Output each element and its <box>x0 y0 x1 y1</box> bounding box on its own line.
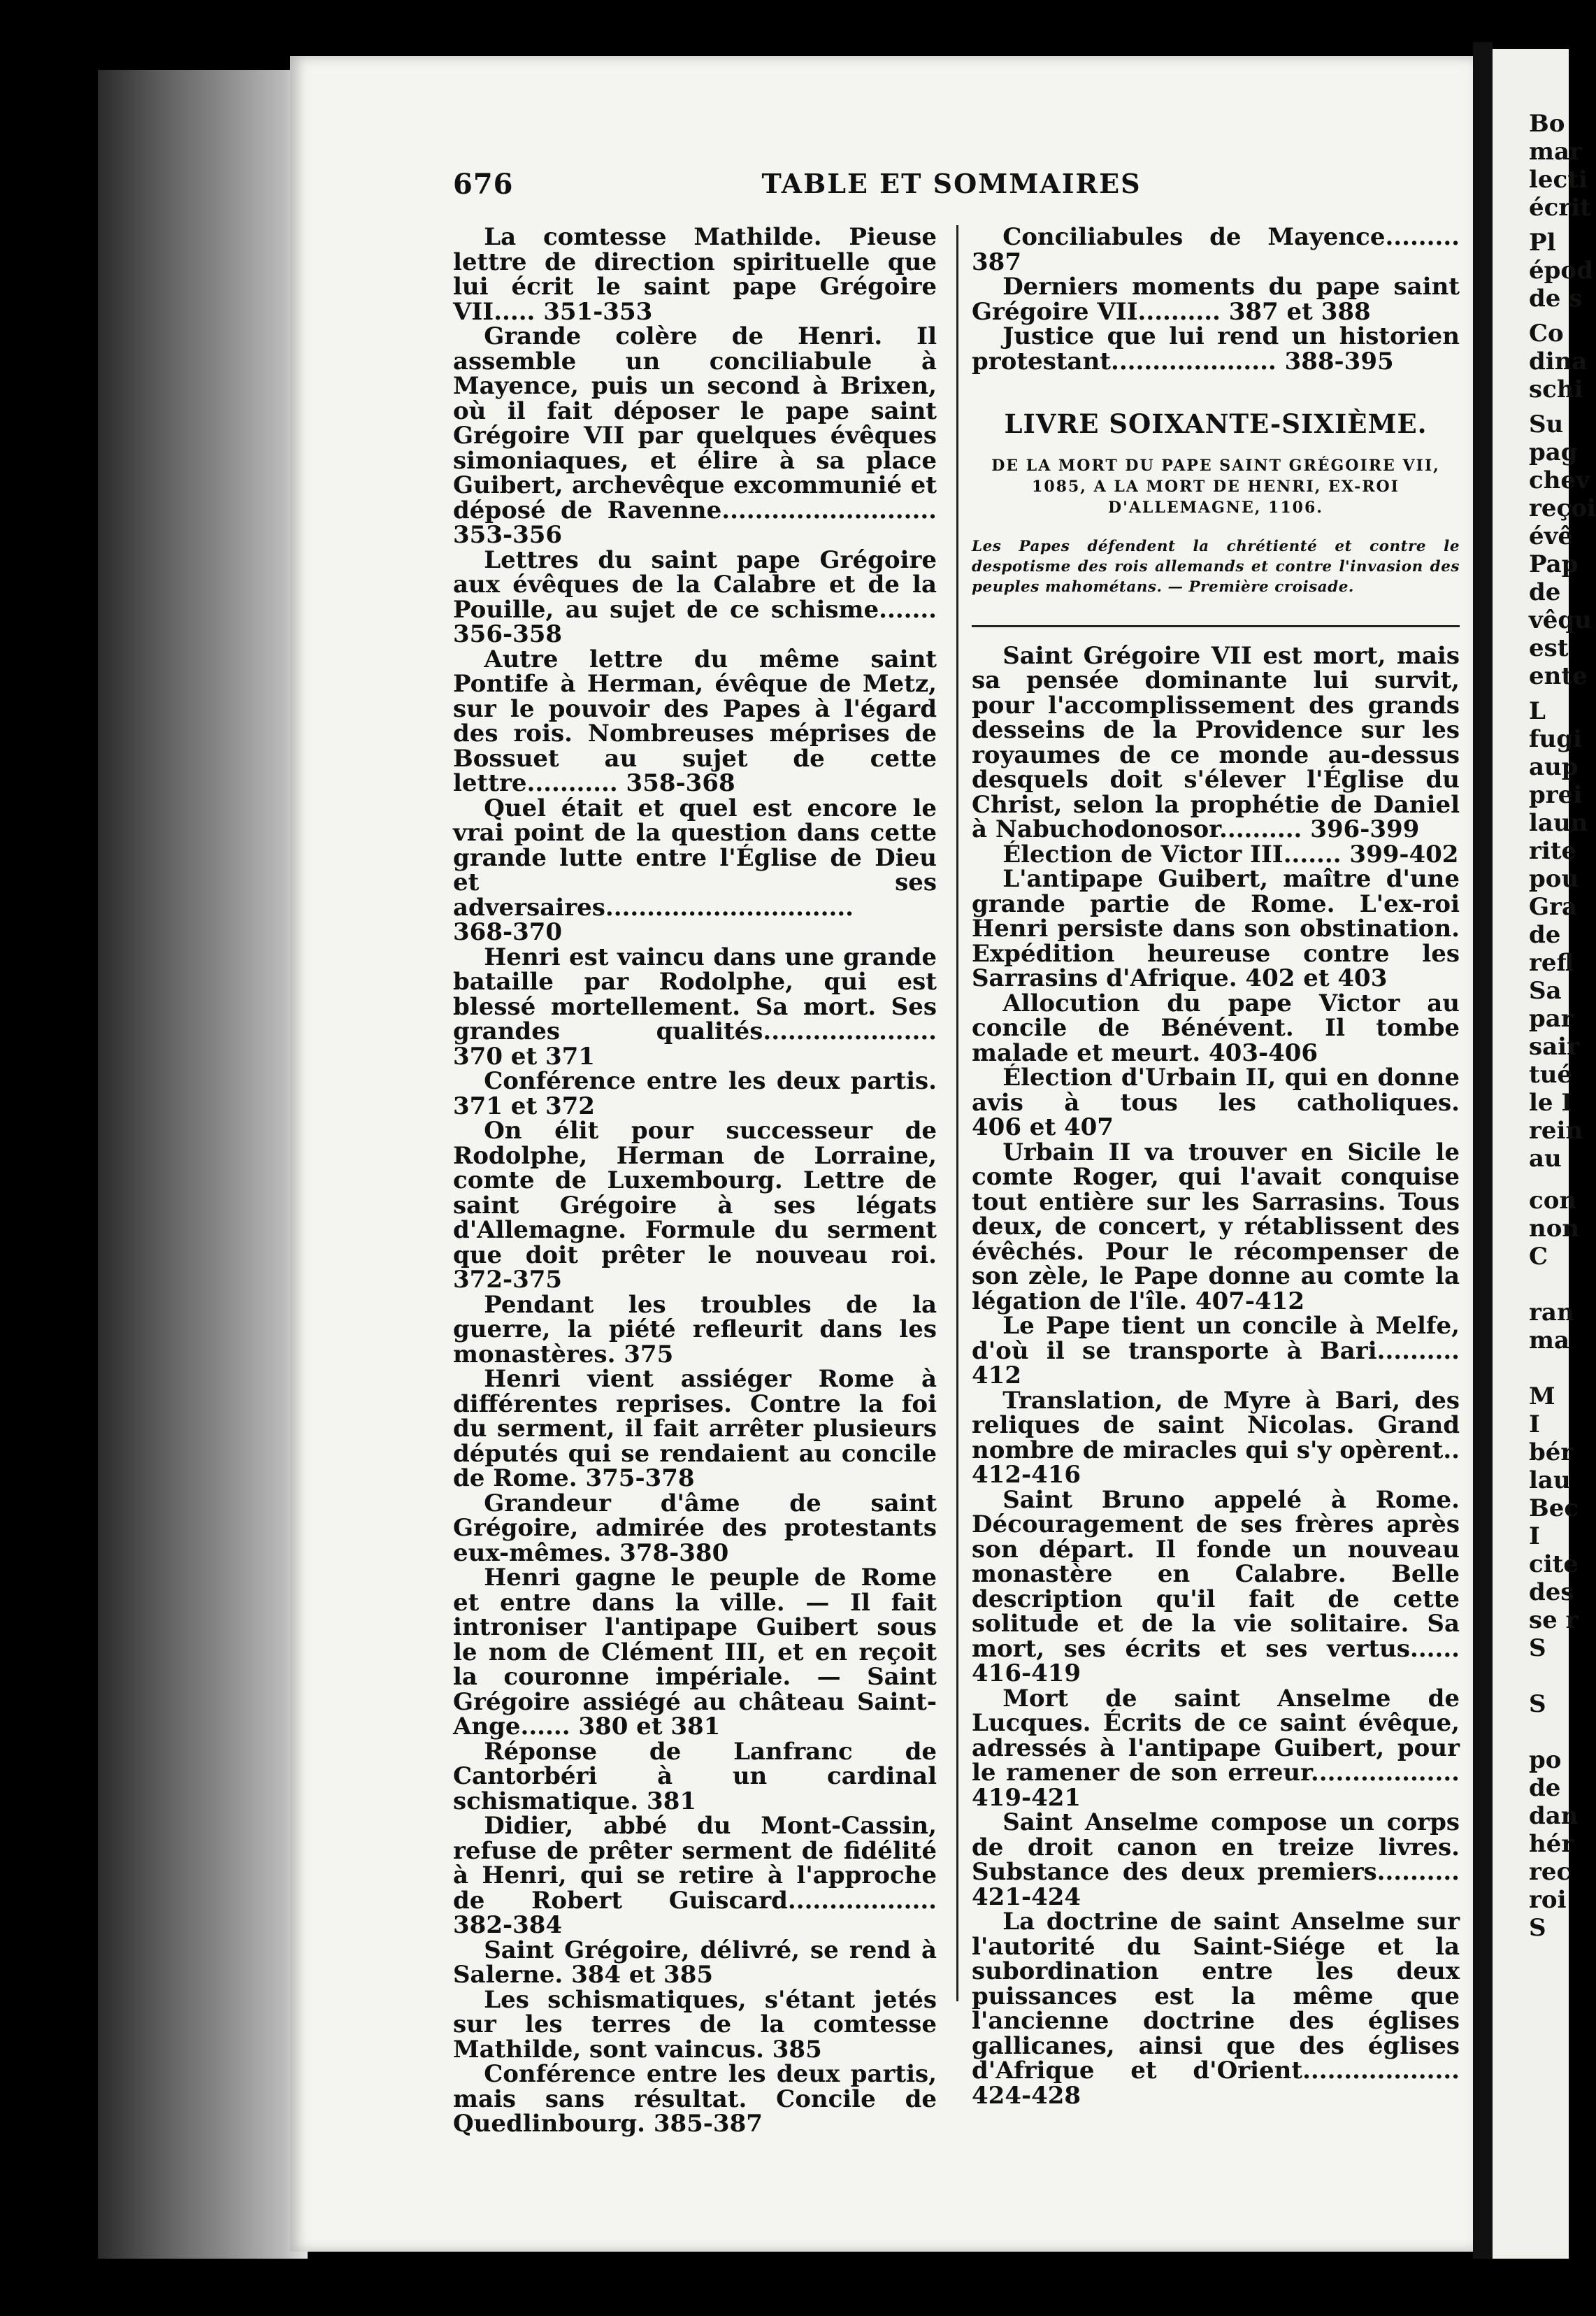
toc-entry-text: Conférence entre les deux partis, mais sans résultat. Concile de Quedlinbourg. <box>453 2060 937 2138</box>
toc-entry-text: Didier, abbé du Mont-Cassin, refuse de prêter serment de fidélité à Henri, qui se retire à l'approche de Robert Guiscard.................. <box>453 1812 937 1915</box>
toc-page-ref: 412-416 <box>972 1461 1081 1489</box>
toc-entry-text: Henri gagne le peuple de Rome et entre dans la ville. — Il fait introniser l'antipape Guibert sous le nom de Clément III, et en reçoit la couronne impériale. — Saint Grégoire assiégé au château Saint-Ange...... <box>453 1564 937 1740</box>
facing-page-text-fragment: dina <box>1529 348 1588 376</box>
facing-page-text-fragment: M <box>1529 1382 1555 1410</box>
facing-page-text-fragment: ran <box>1529 1299 1574 1327</box>
scan-border-left <box>0 0 98 2316</box>
column-divider <box>956 225 958 2001</box>
toc-entry-text: Élection d'Urbain II, qui en donne avis à tous les catholiques. <box>972 1064 1460 1117</box>
facing-page-text-fragment: I <box>1529 1410 1540 1438</box>
toc-page-ref: 385 <box>772 2035 822 2064</box>
toc-page-ref: 406 et 407 <box>972 1113 1114 1141</box>
toc-entry <box>453 945 937 1070</box>
facing-page-text-fragment: prei <box>1529 781 1583 809</box>
toc-entry <box>972 867 1460 992</box>
toc-page-ref: 396-399 <box>1310 815 1420 843</box>
toc-entry <box>453 1069 937 1119</box>
toc-page-ref: 421-424 <box>972 1882 1081 1911</box>
facing-page-text-fragment: refl <box>1529 949 1574 977</box>
toc-entry <box>972 1066 1460 1141</box>
facing-page-text-fragment: L <box>1529 697 1546 725</box>
facing-page-text-fragment: po <box>1529 1746 1562 1774</box>
toc-entry <box>972 1910 1460 2108</box>
facing-page-text-fragment: roi <box>1529 1886 1567 1914</box>
facing-page-text-fragment: rein <box>1529 1117 1583 1145</box>
toc-page-ref: 370 et 371 <box>453 1042 595 1071</box>
toc-entry <box>453 796 937 945</box>
facing-page-text-fragment: non <box>1529 1215 1580 1243</box>
facing-page-text-fragment: lau <box>1529 1466 1571 1494</box>
facing-page-text-fragment: le I <box>1529 1089 1573 1117</box>
toc-entry-text: Urbain II va trouver en Sicile le comte Roger, qui l'avait conquise tout entière sur les Sarrasins. Tous deux, de concert, y rétablissent des évêchés. Pour le récompenser de son zèle, le Pape donne au comte la légation de l'île. <box>972 1138 1460 1315</box>
toc-entry <box>453 1119 937 1293</box>
running-head <box>453 168 1450 203</box>
book-subtitle: DE LA MORT DU PAPE SAINT GRÉGOIRE VII, 1085, A LA MORT DE HENRI, EX-ROI D'ALLEMAGNE, 1106. <box>991 456 1440 517</box>
toc-page-ref: 387 et 388 <box>1228 297 1371 326</box>
facing-page-text-fragment: évê <box>1529 522 1574 550</box>
toc-page-ref: 353-356 <box>453 521 563 549</box>
toc-entry <box>972 641 1460 843</box>
right-column-entries <box>972 641 1460 2110</box>
toc-entry <box>453 324 937 548</box>
facing-page-text-fragment: Bo <box>1529 110 1565 138</box>
facing-page-text-fragment: de <box>1529 1774 1561 1802</box>
facing-page-text-fragment: aup <box>1529 753 1579 781</box>
toc-entry-text: Grande colère de Henri. Il assemble un conciliabule à Mayence, puis un second à Brixen, où il fait déposer le pape saint Grégoire VII par quelques évêques simoniaques, et élire à sa place Guibert, archevêque excommunié et déposé de Ravenne.......................... <box>453 322 937 524</box>
toc-entry-text: Pendant les troubles de la guerre, la piété refleurit dans les monastères. <box>453 1290 937 1368</box>
toc-page-ref: 399-402 <box>1349 840 1459 868</box>
toc-entry-text: Saint Grégoire, délivré, se rend à Salerne. <box>453 1936 937 1989</box>
toc-entry-text: Justice que lui rend un historien protestant.................... <box>972 322 1460 376</box>
facing-page-text-fragment: Sa <box>1529 977 1562 1005</box>
toc-page-ref: 407-412 <box>1195 1287 1304 1315</box>
scan-border-bottom <box>0 2259 1569 2316</box>
toc-page-ref: 388-395 <box>1284 347 1394 376</box>
toc-entry-text: Grandeur d'âme de saint Grégoire, admirée des protestants eux-mêmes. <box>453 1489 937 1567</box>
toc-page-ref: 384 et 385 <box>571 1961 714 1989</box>
toc-page-ref: 372-375 <box>453 1266 563 1294</box>
facing-page-text-fragment: hér <box>1529 1830 1574 1858</box>
toc-entry <box>972 1386 1460 1489</box>
facing-page-edge <box>1493 49 1596 2266</box>
facing-page-text-fragment: Co <box>1529 320 1564 348</box>
book-heading: LIVRE SOIXANTE-SIXIÈME. <box>1004 408 1428 439</box>
book-fore-edge <box>98 70 308 2259</box>
facing-page-text-fragment: reçoi <box>1529 494 1596 522</box>
toc-page-ref: 387 <box>972 248 1021 276</box>
toc-entry-text: Henri vient assiéger Rome à différentes reprises. Contre la foi du serment, il fait arrêter plusieurs députés qui se rendaient au concile de Rome. <box>453 1365 937 1492</box>
toc-page-ref: 380 et 381 <box>578 1713 721 1740</box>
facing-page-text-fragment: Su <box>1529 410 1564 438</box>
toc-page-ref: 375 <box>624 1340 674 1368</box>
toc-entry-text: Réponse de Lanfranc de Cantorbéri à un cardinal schismatique. <box>453 1737 937 1815</box>
toc-entry <box>453 645 937 797</box>
facing-page-text-fragment: S <box>1529 1634 1546 1662</box>
facing-page-text-fragment: Gra <box>1529 893 1577 921</box>
facing-page-text-fragment: S <box>1529 1690 1546 1718</box>
toc-entry <box>453 1985 937 2064</box>
toc-entry-text: Élection de Victor III....... <box>1002 840 1350 868</box>
toc-entry <box>972 1810 1460 1910</box>
facing-page-text-fragment: I <box>1529 1522 1540 1550</box>
toc-page-ref: 378-380 <box>619 1538 729 1567</box>
facing-page-text-fragment: tué <box>1529 1061 1573 1089</box>
horizontal-rule <box>972 625 1460 627</box>
facing-page-text-fragment: Pap <box>1529 550 1579 578</box>
toc-entry-text: Conciliabules de Mayence......... <box>1002 223 1460 251</box>
toc-entry-text: Autre lettre du même saint Pontife à Herman, évêque de Metz, sur le pouvoir des Papes à l'égard des rois. Nombreuses méprises de Bossuet au sujet de cette lettre........... <box>453 645 937 797</box>
facing-page-text-fragment: mar <box>1529 138 1582 166</box>
toc-entry <box>972 1314 1460 1389</box>
facing-page-text-fragment: pag <box>1529 438 1578 466</box>
toc-entry-text: Saint Bruno appelé à Rome. Découragement de ses frères après son départ. Il fonde un nouveau monastère en Calabre. Belle description qu'il fait de cette solitude et de la vie solitaire. Sa mort, ses écrits et ses vertus...... <box>972 1485 1460 1663</box>
facing-page-text-fragment: laun <box>1529 809 1588 837</box>
toc-entry <box>453 1489 937 1567</box>
facing-page-text-fragment: de <box>1529 578 1561 606</box>
facing-page-text-fragment: au <box>1529 1145 1562 1173</box>
facing-page-text-fragment: ente <box>1529 662 1588 690</box>
toc-entry <box>453 1938 937 1988</box>
toc-entry-text: Derniers moments du pape saint Grégoire VII.......... <box>972 273 1460 326</box>
toc-entry-text: Le Pape tient un concile à Melfe, d'où il se transporte à Bari.......... <box>972 1312 1460 1365</box>
toc-page-ref: 371 et 372 <box>453 1092 595 1120</box>
facing-page-text-fragment: se r <box>1529 1606 1579 1634</box>
toc-entry <box>972 324 1460 374</box>
toc-page-ref: 424-428 <box>972 2081 1081 2110</box>
toc-entry <box>972 1684 1460 1812</box>
toc-entry <box>972 275 1460 324</box>
toc-entry-text: Allocution du pape Victor au concile de Bénévent. Il tombe malade et meurt. <box>972 989 1460 1067</box>
facing-page-text-fragment: écrit <box>1529 194 1591 222</box>
toc-page-ref: 419-421 <box>972 1783 1081 1812</box>
toc-page-ref: 385-387 <box>653 2110 763 2138</box>
toc-entry-text: Mort de saint Anselme de Lucques. Écrits de ce saint évêque, adressés à l'antipape Guibert, pour le ramener de son erreur.................. <box>972 1684 1460 1787</box>
toc-entry <box>453 2062 937 2137</box>
toc-page-ref: 375-378 <box>585 1464 695 1492</box>
right-column-continued-entries <box>972 225 1460 374</box>
facing-page-text-fragment: S <box>1529 1914 1546 1942</box>
toc-entry <box>453 1367 937 1492</box>
toc-entry-text: Les schismatiques, s'étant jetés sur les terres de la comtesse Mathilde, sont vaincus. <box>453 1985 937 2064</box>
facing-page-text-fragment: dan <box>1529 1802 1579 1830</box>
facing-page-text-fragment: bér <box>1529 1438 1574 1466</box>
toc-entry <box>453 225 937 324</box>
running-title: TABLE ET SOMMAIRES <box>761 168 1142 199</box>
toc-entry-text: On élit pour successeur de Rodolphe, Herman de Lorraine, comte de Luxembourg. Lettre de saint Grégoire à ses légats d'Allemagne. Formule du serment que doit prêter le nouveau roi. <box>453 1117 937 1269</box>
facing-page-text-fragment: épod <box>1529 257 1593 285</box>
facing-page-text-fragment: rec <box>1529 1858 1572 1886</box>
facing-page-text-fragment: chev <box>1529 466 1590 494</box>
toc-page-ref: 358-368 <box>626 769 735 797</box>
facing-page-text-fragment: de s <box>1529 285 1583 313</box>
facing-page-text-fragment: lecti <box>1529 166 1588 194</box>
facing-page-text-fragment: schi <box>1529 376 1583 403</box>
right-column <box>972 225 1460 2108</box>
facing-page-text-fragment: de <box>1529 921 1561 949</box>
page-number: 676 <box>453 168 514 201</box>
book-summary: Les Papes défendent la chrétienté et contre le despotisme des rois allemands et contre l'invasion des peuples mahométans. — Première croisade. <box>972 537 1460 596</box>
facing-page-text-fragment: Pl <box>1529 229 1556 257</box>
facing-page-text-fragment: rite <box>1529 837 1577 865</box>
toc-page-ref: 412 <box>972 1361 1021 1389</box>
facing-page-text-fragment: sair <box>1529 1033 1580 1061</box>
toc-entry-text: Conférence entre les deux partis. <box>484 1067 937 1095</box>
facing-page-text-fragment: con <box>1529 1187 1577 1215</box>
toc-entry <box>972 840 1460 868</box>
facing-page-text-fragment: Bec <box>1529 1494 1579 1522</box>
toc-page-ref: 368-370 <box>453 918 563 946</box>
facing-page-text-fragment: vêqu <box>1529 606 1592 634</box>
toc-page-ref: 351-353 <box>543 297 653 326</box>
toc-entry-text: Lettres du saint pape Grégoire aux évêques de la Calabre et de la Pouille, au sujet de ce schisme....... <box>453 545 937 624</box>
toc-entry-text: Quel était et quel est encore le vrai point de la question dans cette grande lutte entre l'Église de Dieu et ses adversaires.............................. <box>453 794 937 922</box>
toc-entry <box>972 989 1460 1067</box>
toc-entry-text: L'antipape Guibert, maître d'une grande partie de Rome. L'ex-roi Henri persiste dans son obstination. Expédition heureuse contre les Sarrasins d'Afrique. <box>972 865 1460 992</box>
toc-entry-text: Translation, de Myre à Bari, des reliques de saint Nicolas. Grand nombre de miracles qui s'y opèrent.. <box>972 1386 1460 1464</box>
toc-entry-text: Henri est vaincu dans une grande bataille par Rodolphe, qui est blessé mortellement. Sa mort. Ses grandes qualités..................... <box>453 943 937 1045</box>
toc-entry-text: Saint Grégoire VII est mort, mais sa pensée dominante lui survit, pour l'accomplissement des grands desseins de la Providence sur les royaumes de ce monde au-dessus desquels doit s'élever l'Église du Christ, selon la prophétie de Daniel à Nabuchodonosor.......... <box>972 641 1460 843</box>
toc-entry <box>972 1485 1460 1687</box>
facing-page-text-fragment: des <box>1529 1578 1574 1606</box>
facing-page-text-fragment: C <box>1529 1243 1548 1271</box>
toc-entry-text: La comtesse Mathilde. Pieuse lettre de direction spirituelle que lui écrit le saint pape Grégoire VII..... <box>453 223 937 326</box>
toc-entry <box>453 545 937 648</box>
toc-entry-text: Saint Anselme compose un corps de droit canon en treize livres. Substance des deux premiers.......... <box>972 1808 1460 1886</box>
toc-entry <box>453 1814 937 1938</box>
toc-page-ref: 381 <box>647 1787 697 1815</box>
toc-entry <box>453 1737 937 1815</box>
facing-page-text-fragment: pou <box>1529 865 1579 893</box>
toc-entry <box>453 1566 937 1740</box>
toc-page-ref: 382-384 <box>453 1911 563 1939</box>
facing-page-text-fragment: ma <box>1529 1327 1570 1354</box>
facing-page-text-fragment: par <box>1529 1005 1574 1033</box>
facing-page-text-fragment: cite <box>1529 1550 1579 1578</box>
facing-page-text-fragment: fugi <box>1529 725 1583 753</box>
toc-entry <box>453 1290 937 1368</box>
left-column <box>453 225 937 2137</box>
toc-entry <box>972 225 1460 275</box>
facing-page-text-fragment: est <box>1529 634 1569 662</box>
toc-entry <box>972 1138 1460 1315</box>
toc-page-ref: 403-406 <box>1209 1038 1318 1067</box>
toc-page-ref: 356-358 <box>453 620 563 648</box>
page-gutter <box>1473 42 1493 2280</box>
toc-page-ref: 416-419 <box>972 1659 1081 1687</box>
toc-page-ref: 402 et 403 <box>1245 964 1388 992</box>
toc-entry-text: La doctrine de saint Anselme sur l'autorité du Saint-Siége et la subordination entre les deux puissances est la même que l'ancienne doctrine des églises gallicanes, ainsi que des églises d'Afrique et d'Orient................... <box>972 1908 1460 2085</box>
